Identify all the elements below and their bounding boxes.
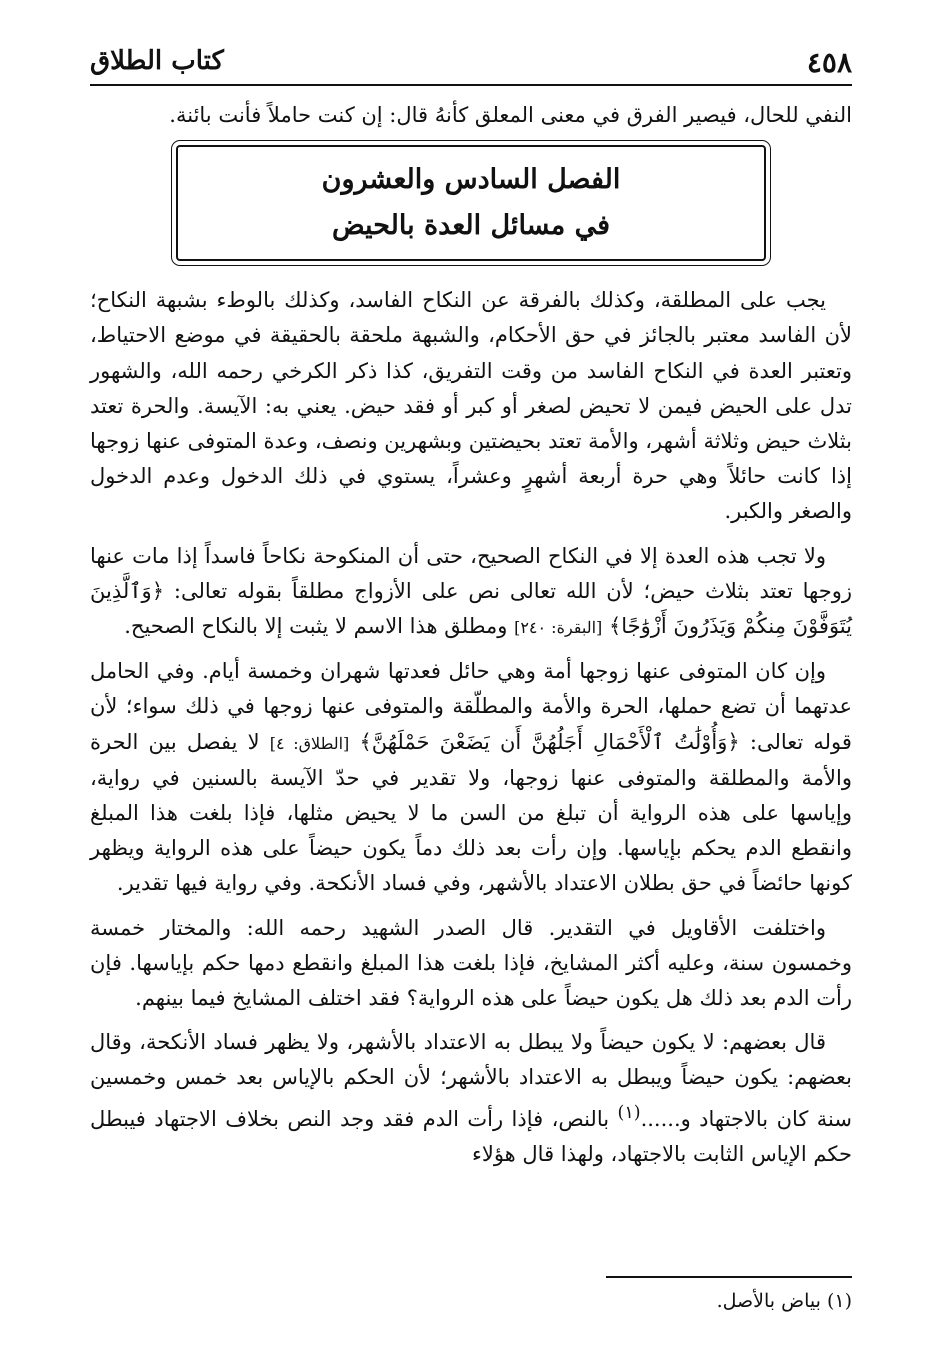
paragraph-3-text: وإن كان المتوفى عنها زوجها أمة وهي حائل فعدتها شهران وخمسة أيام. وفي الحامل عدتهما أن تضع حملها، الحرة والأمة والمطلّقة والمتوفى عنها زوجها في ذلك سواء؛ لأن قوله تعالى: bbox=[90, 659, 852, 754]
paragraph-2 bbox=[90, 539, 852, 646]
footnote bbox=[90, 1286, 852, 1316]
paragraph-3 bbox=[90, 654, 852, 901]
page-number: ٤٥٨ bbox=[806, 46, 852, 79]
intro-line: النفي للحال، فيصير الفرق في معنى المعلق كأنهُ قال: إن كنت حاملاً فأنت بائنة. bbox=[169, 103, 852, 127]
chapter-heading-frame bbox=[176, 145, 766, 261]
verse-reference: [البقرة: ٢٤٠] bbox=[514, 618, 603, 638]
paragraph-5-text: قال بعضهم: لا يكون حيضاً ولا يبطل به الاعتداد بالأشهر، ولا يظهر فساد الأنكحة، وقال بعضهم: يكون حيضاً ويبطل به الاعتداد بالأشهر؛ لأن الحكم بالإياس بعد خمس وخمسين سنة كان بالاجتهاد و...... bbox=[90, 1030, 852, 1131]
page-header bbox=[90, 38, 852, 86]
footnote-marker: (١) bbox=[617, 1102, 641, 1123]
quran-verse: ﴿وَٱلَّذِينَ يُتَوَفَّوْنَ مِنكُمْ وَيَذَرُونَ أَزْوَٰجًا﴾ bbox=[90, 578, 852, 639]
running-title: كتاب الطلاق bbox=[90, 46, 224, 76]
verse-reference: [الطلاق: ٤] bbox=[269, 733, 350, 753]
paragraph-5 bbox=[90, 1025, 852, 1172]
paragraph-4: واختلفت الأقاويل في التقدير. قال الصدر الشهيد رحمه الله: والمختار خمسة وخمسون سنة، وعليه أكثر المشايخ، فإذا بلغت هذا المبلغ وانقطع دمها حكم بإياسها. فإن رأت الدم بعد ذلك هل يكون حيضاً على هذه الرواية؟ فقد اختلف المشايخ فيما بينهم. bbox=[90, 915, 852, 1011]
chapter-title-line-2: في مسائل العدة بالحيض bbox=[331, 210, 611, 242]
page-body bbox=[90, 98, 852, 1181]
chapter-title-line-1: الفصل السادس والعشرون bbox=[321, 164, 621, 196]
paragraph-5-text-end: بالنص، فإذا رأت الدم فقد وجد النص بخلاف الاجتهاد فيبطل حكم الإياس الثابت بالاجتهاد، ولهذا قال هؤلاء bbox=[90, 1106, 852, 1166]
footnote-number: (١) bbox=[826, 1290, 852, 1312]
paragraph-2-text-end: ومطلق هذا الاسم لا يثبت إلا بالنكاح الصحيح. bbox=[124, 614, 508, 639]
footnote-divider bbox=[606, 1276, 852, 1278]
paragraph-1: يجب على المطلقة، وكذلك بالفرقة عن النكاح الفاسد، وكذلك بالوطء بشبهة النكاح؛ لأن الفاسد معتبر بالجائز في حق الأحكام، والشبهة ملحقة بالحقيقة في موضع الاحتياط، وتعتبر العدة في النكاح الفاسد من وقت التفريق، كذا ذكر الكرخي رحمه الله، والشهور تدل على الحيض فيمن لا تحيض لصغر أو كبر أو فقد حيض. يعني به: الآيسة. والحرة تعتد بثلاث حيض وثلاثة أشهر، والأمة تعتد بحيضتين وبشهرين ونصف، وعدة المتوفى عنها زوجها إذا كانت حائلاً وهي حرة أربعة أشهرٍ وعشراً، يستوي في ذلك الدخول وعدم الدخول والصغر والكبر. bbox=[90, 288, 852, 524]
quran-verse: ﴿وَأُوْلَٰتُ ٱلْأَحْمَالِ أَجَلُهُنَّ أَن يَضَعْنَ حَمْلَهُنَّ﴾ bbox=[359, 729, 740, 754]
footnote-text: بياض بالأصل. bbox=[716, 1290, 821, 1312]
paragraph-2-text: ولا تجب هذه العدة إلا في النكاح الصحيح، حتى أن المنكوحة نكاحاً فاسداً إذا مات عنها زوجها تعتد بثلاث حيض؛ لأن الله تعالى نص على الأزواج مطلقاً بقوله تعالى: bbox=[90, 543, 852, 603]
paragraph-3-text-end: لا يفصل بين الحرة والأمة والمطلقة والمتوفى عنها زوجها، ولا تقدير في حدّ الآيسة بالسنين في رواية، وإياسها على هذه الرواية أن تبلغ من السن ما لا يحيض مثلها، فإذا بلغت هذا المبلغ وانقطع الدم يحكم بإياسها. وإن رأت بعد ذلك دماً يكون حيضاً على هذه الرواية ويظهر كونها حائضاً في حق بطلان الاعتداد بالأشهر، وفي فساد الأنكحة. وفي رواية فيها تقدير. bbox=[90, 729, 852, 896]
